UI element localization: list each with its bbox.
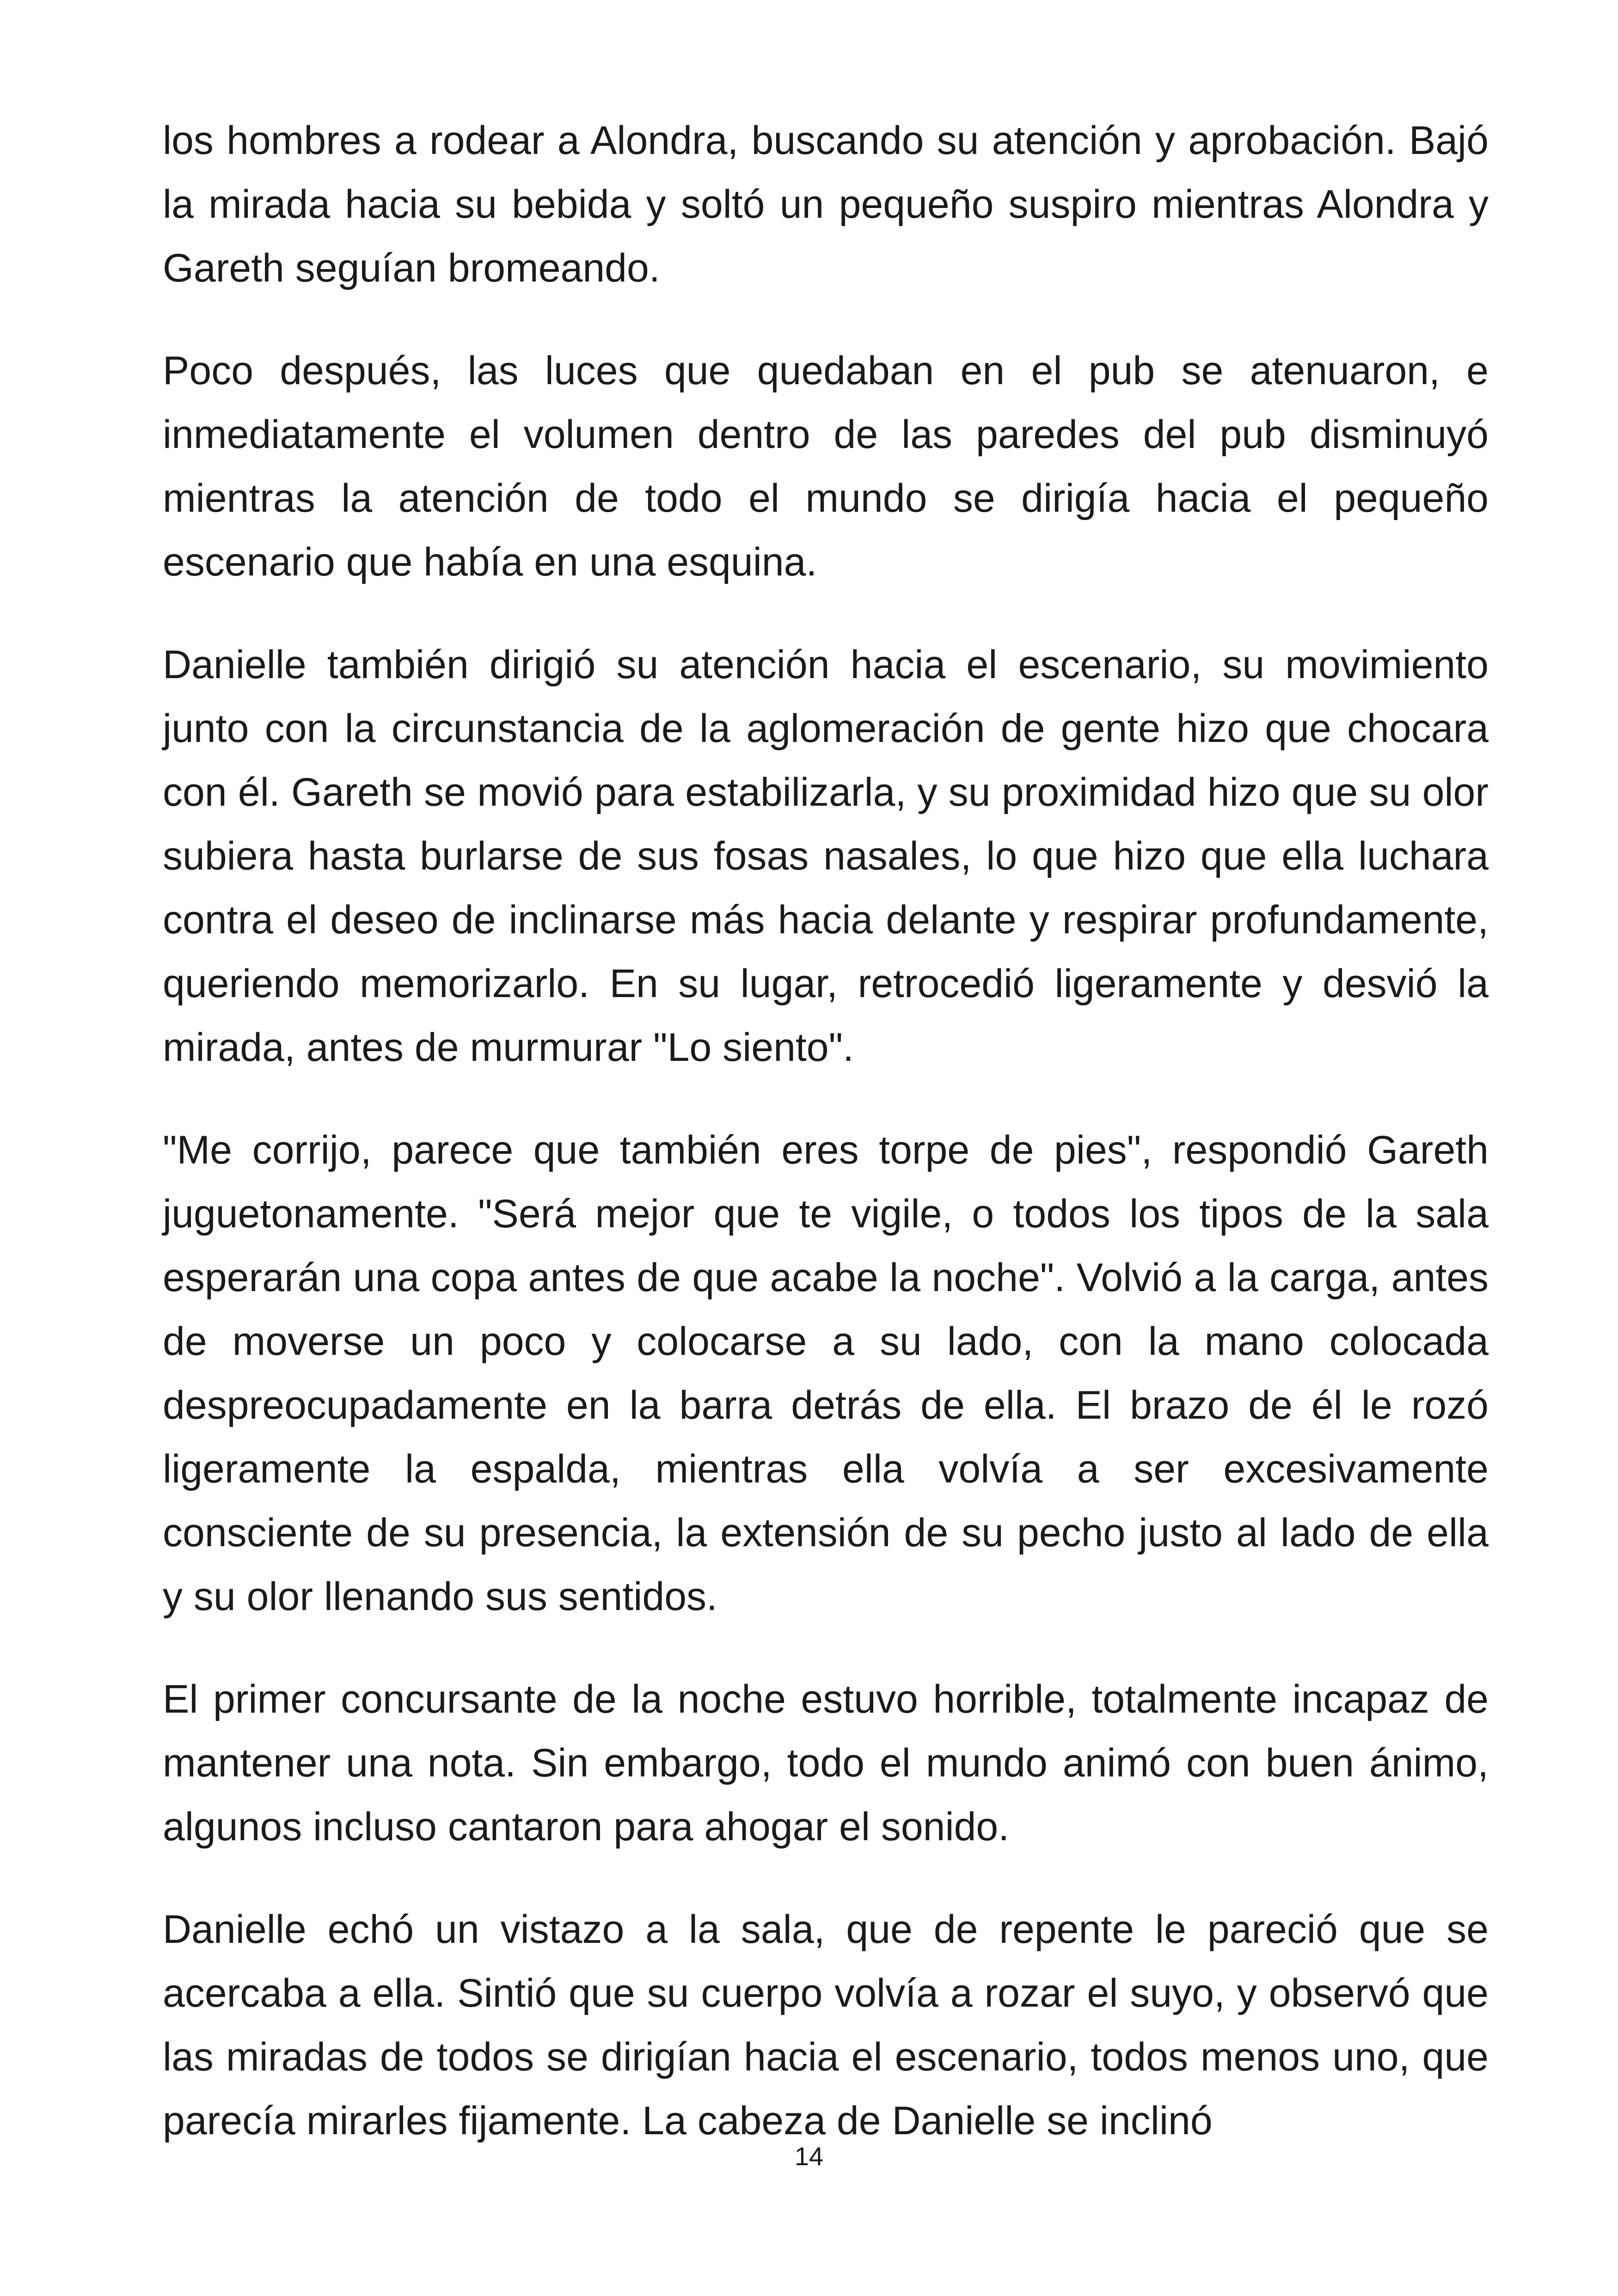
page-number: 14 — [794, 2142, 824, 2171]
paragraph-1: los hombres a rodear a Alondra, buscando su atención y aprobación. Bajó la mirada hacia su bebida y soltó un pequeño suspiro mientras Alondra y Gareth seguían bromeando. — [163, 118, 1489, 290]
paragraph-3: Danielle también dirigió su atención hacia el escenario, su movimiento junto con la circunstancia de la aglomeración de gente hizo que chocara con él. Gareth se movió para estabilizarla, y su proximidad hizo que su olor subiera hasta burlarse de sus fosas nasales, lo que hizo que ella luchara contra el deseo de inclinarse más hacia delante y respirar profundamente, queriendo memorizarlo. En su lugar, retrocedió ligeramente y desvió la mirada, antes de murmurar "Lo siento". — [163, 643, 1489, 1070]
paragraph-6: Danielle echó un vistazo a la sala, que de repente le pareció que se acercaba a ella. Sintió que su cuerpo volvía a rozar el suyo, y observó que las miradas de todos se dirigían hacia el escenario, todos menos uno, que parecía mirarles fijamente. La cabeza de Danielle se inclinó — [163, 1907, 1489, 2143]
paragraph-5: El primer concursante de la noche estuvo horrible, totalmente incapaz de mantener una nota. Sin embargo, todo el mundo animó con buen ánimo, algunos incluso cantaron para ahogar el sonido. — [163, 1677, 1489, 1849]
paragraph-2: Poco después, las luces que quedaban en el pub se atenuaron, e inmediatamente el volumen dentro de las paredes del pub disminuyó mientras la atención de todo el mundo se dirigía hacia el pequeño escenario que había en una esquina. — [163, 349, 1489, 584]
paragraph-4: "Me corrijo, parece que también eres torpe de pies", respondió Gareth juguetonamente. "Será mejor que te vigile, o todos los tipos de la sala esperarán una copa antes de que acabe la noche". Volvió a la carga, antes de moverse un poco y colocarse a su lado, con la mano colocada despreocupadamente en la barra detrás de ella. El brazo de él le rozó ligeramente la espalda, mientras ella volvía a ser excesivamente consciente de su presencia, la extensión de su pecho justo al lado de ella y su olor llenando sus sentidos. — [163, 1128, 1489, 1619]
page-body — [163, 109, 1489, 2192]
